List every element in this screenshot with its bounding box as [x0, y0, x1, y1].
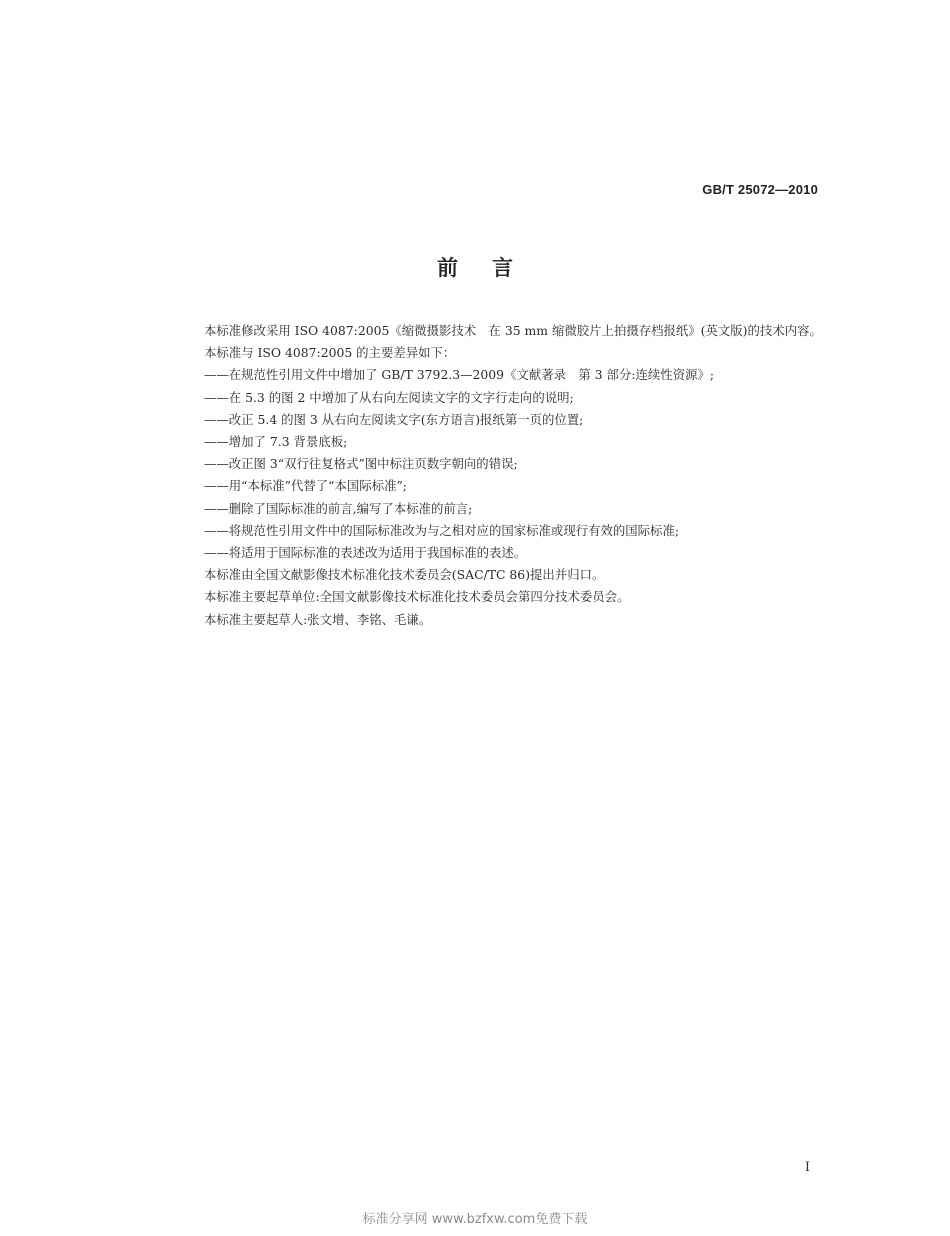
- list-item: ——改正 5.4 的图 3 从右向左阅读文字(东方语言)报纸第一页的位置;: [204, 411, 584, 427]
- paragraph-differences-intro: 本标准与 ISO 4087:2005 的主要差异如下：: [204, 345, 456, 361]
- list-item: ——用“本标准”代替了“本国际标准”;: [204, 478, 407, 494]
- page-title: 前言: [437, 256, 547, 280]
- list-item: ——在 5.3 的图 2 中增加了从右向左阅读文字的文字行走向的说明;: [204, 389, 574, 405]
- standard-code: GB/T 25072—2010: [702, 182, 818, 197]
- watermark-text: 标准分享网 www.bzfxw.com免费下载: [362, 1212, 588, 1227]
- list-item: ——增加了 7.3 背景底板;: [204, 434, 348, 450]
- list-item: ——在规范性引用文件中增加了 GB/T 3792.3—2009《文献著录 第 3 部分:连续性资源》;: [204, 367, 715, 383]
- paragraph-drafters: 本标准主要起草人:张文增、李铭、毛谦。: [204, 611, 432, 627]
- paragraph-proposer: 本标准由全国文献影像技术标准化技术委员会(SAC/TC 86)提出并归口。: [204, 567, 605, 583]
- list-item: ——将规范性引用文件中的国际标准改为与之相对应的国家标准或现行有效的国际标准;: [204, 522, 680, 538]
- page-number: I: [804, 1160, 810, 1175]
- paragraph-drafting-unit: 本标准主要起草单位:全国文献影像技术标准化技术委员会第四分技术委员会。: [204, 589, 630, 605]
- foreword-body: [180, 320, 822, 631]
- list-item: ——改正图 3“双行往复格式”图中标注页数字朝向的错误;: [204, 456, 518, 472]
- list-item: ——删除了国际标准的前言,编写了本标准的前言;: [204, 500, 473, 516]
- paragraph-adoption: 本标准修改采用 ISO 4087:2005《缩微摄影技术 在 35 mm 缩微胶片上拍摄存档报纸》(英文版)的技术内容。: [204, 323, 822, 338]
- list-item: ——将适用于国际标准的表述改为适用于我国标准的表述。: [204, 545, 527, 561]
